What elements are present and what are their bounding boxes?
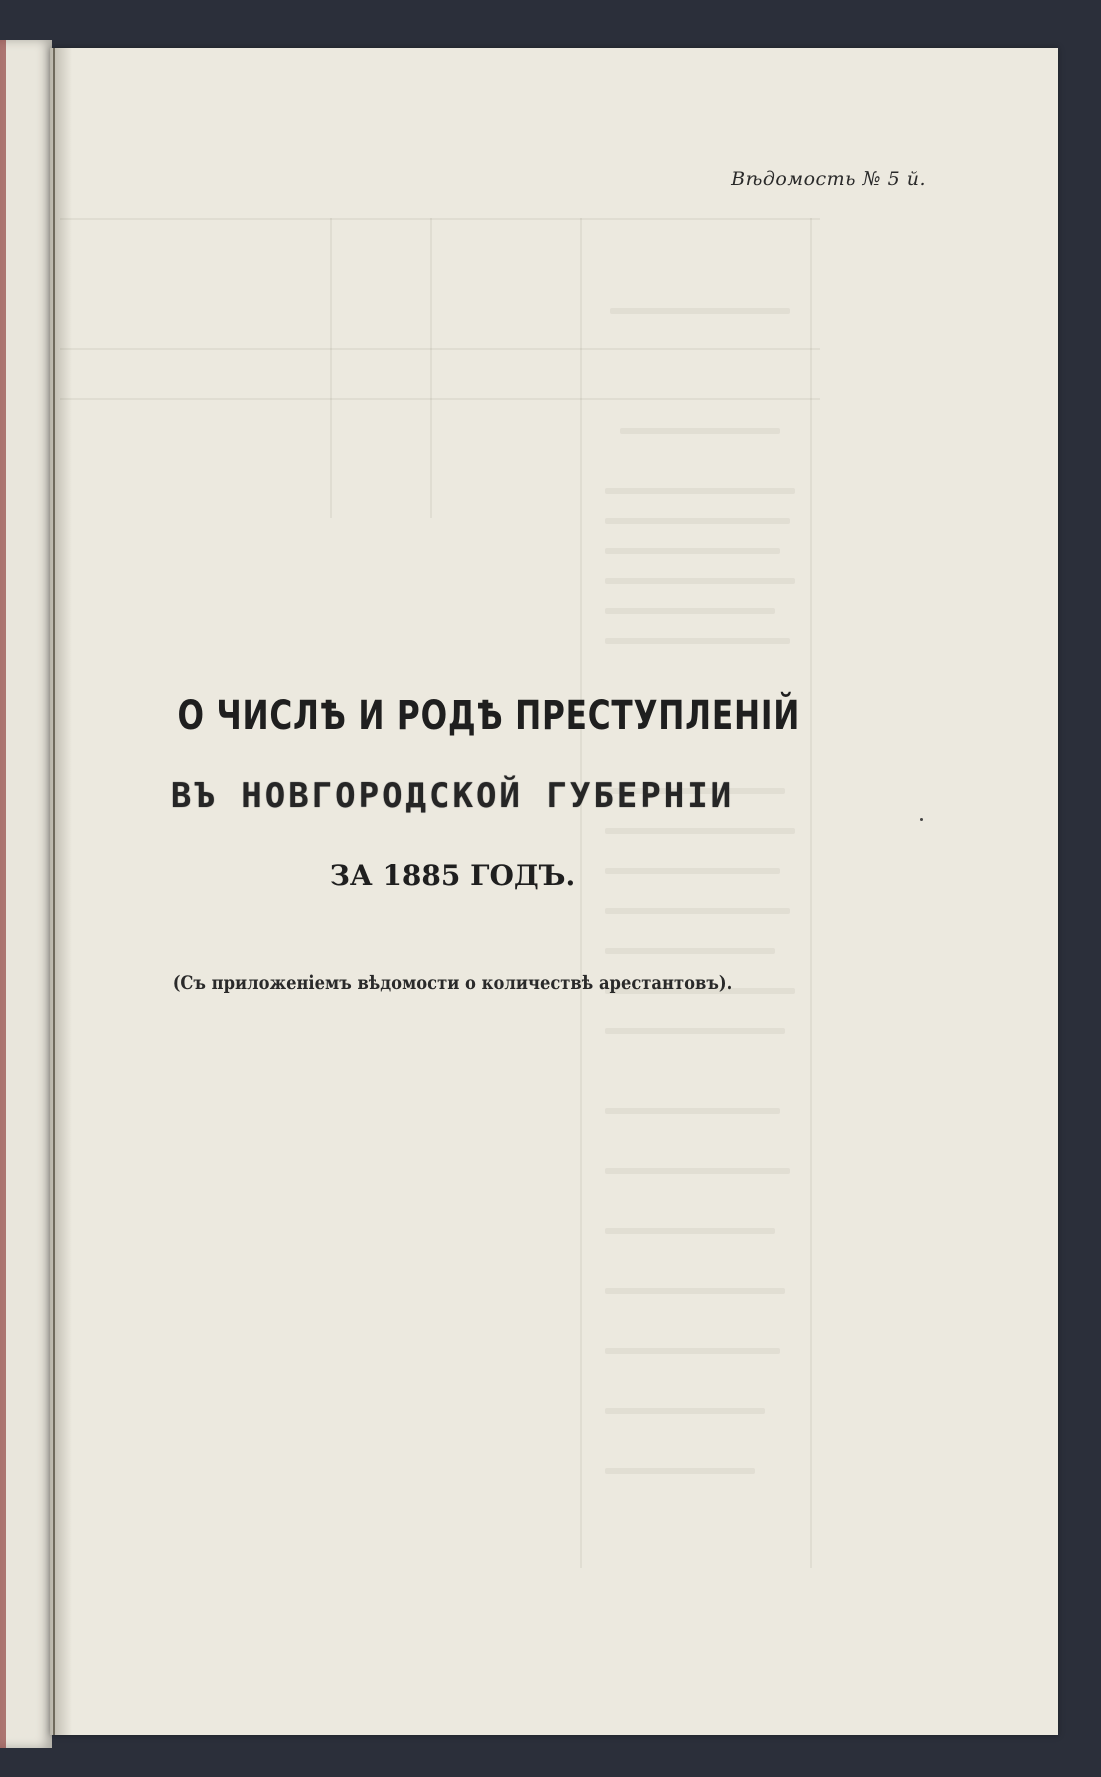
bleed-through-text <box>605 1288 785 1294</box>
bleed-through-rule <box>430 218 432 518</box>
bleed-through-text <box>620 428 780 434</box>
bleed-through-text <box>605 608 775 614</box>
sheet-number-label: Вѣдомость № 5 й. <box>731 168 926 190</box>
bleed-through-text <box>610 308 790 314</box>
bleed-through-rule <box>60 348 820 350</box>
bleed-through-text <box>605 1028 785 1034</box>
title-line-1: О ЧИСЛѢ И РОДѢ ПРЕСТУПЛЕНІЙ <box>177 693 801 739</box>
title-block <box>100 690 805 894</box>
bleed-through-text <box>605 518 790 524</box>
bleed-through-rule <box>330 218 332 518</box>
gutter-line <box>53 48 55 1735</box>
bleed-through-text <box>605 1468 755 1474</box>
bleed-through-text <box>605 1168 790 1174</box>
title-line-3: ЗА 1885 ГОДЪ. <box>329 859 576 892</box>
adjacent-page-edge <box>0 40 52 1748</box>
bleed-through-text <box>605 1228 775 1234</box>
bleed-through-text <box>605 638 790 644</box>
bleed-through-text <box>605 548 780 554</box>
bleed-through-text <box>605 1108 780 1114</box>
bleed-through-rule <box>60 218 820 220</box>
bleed-through-text <box>605 1408 765 1414</box>
bleed-through-text <box>605 488 795 494</box>
bleed-through-rule <box>60 398 820 400</box>
binding-edge <box>0 40 6 1748</box>
subtitle: (Съ приложеніемъ вѣдомости о количествѣ арестантовъ). <box>172 972 733 994</box>
ink-speck <box>920 818 923 821</box>
bleed-through-text <box>605 1348 780 1354</box>
title-line-2: ВЪ НОВГОРОДСКОЙ ГУБЕРНІИ <box>170 776 735 816</box>
bleed-through-text <box>605 948 775 954</box>
bleed-through-text <box>605 578 795 584</box>
bleed-through-rule <box>810 218 812 1568</box>
bleed-through-text <box>605 908 790 914</box>
